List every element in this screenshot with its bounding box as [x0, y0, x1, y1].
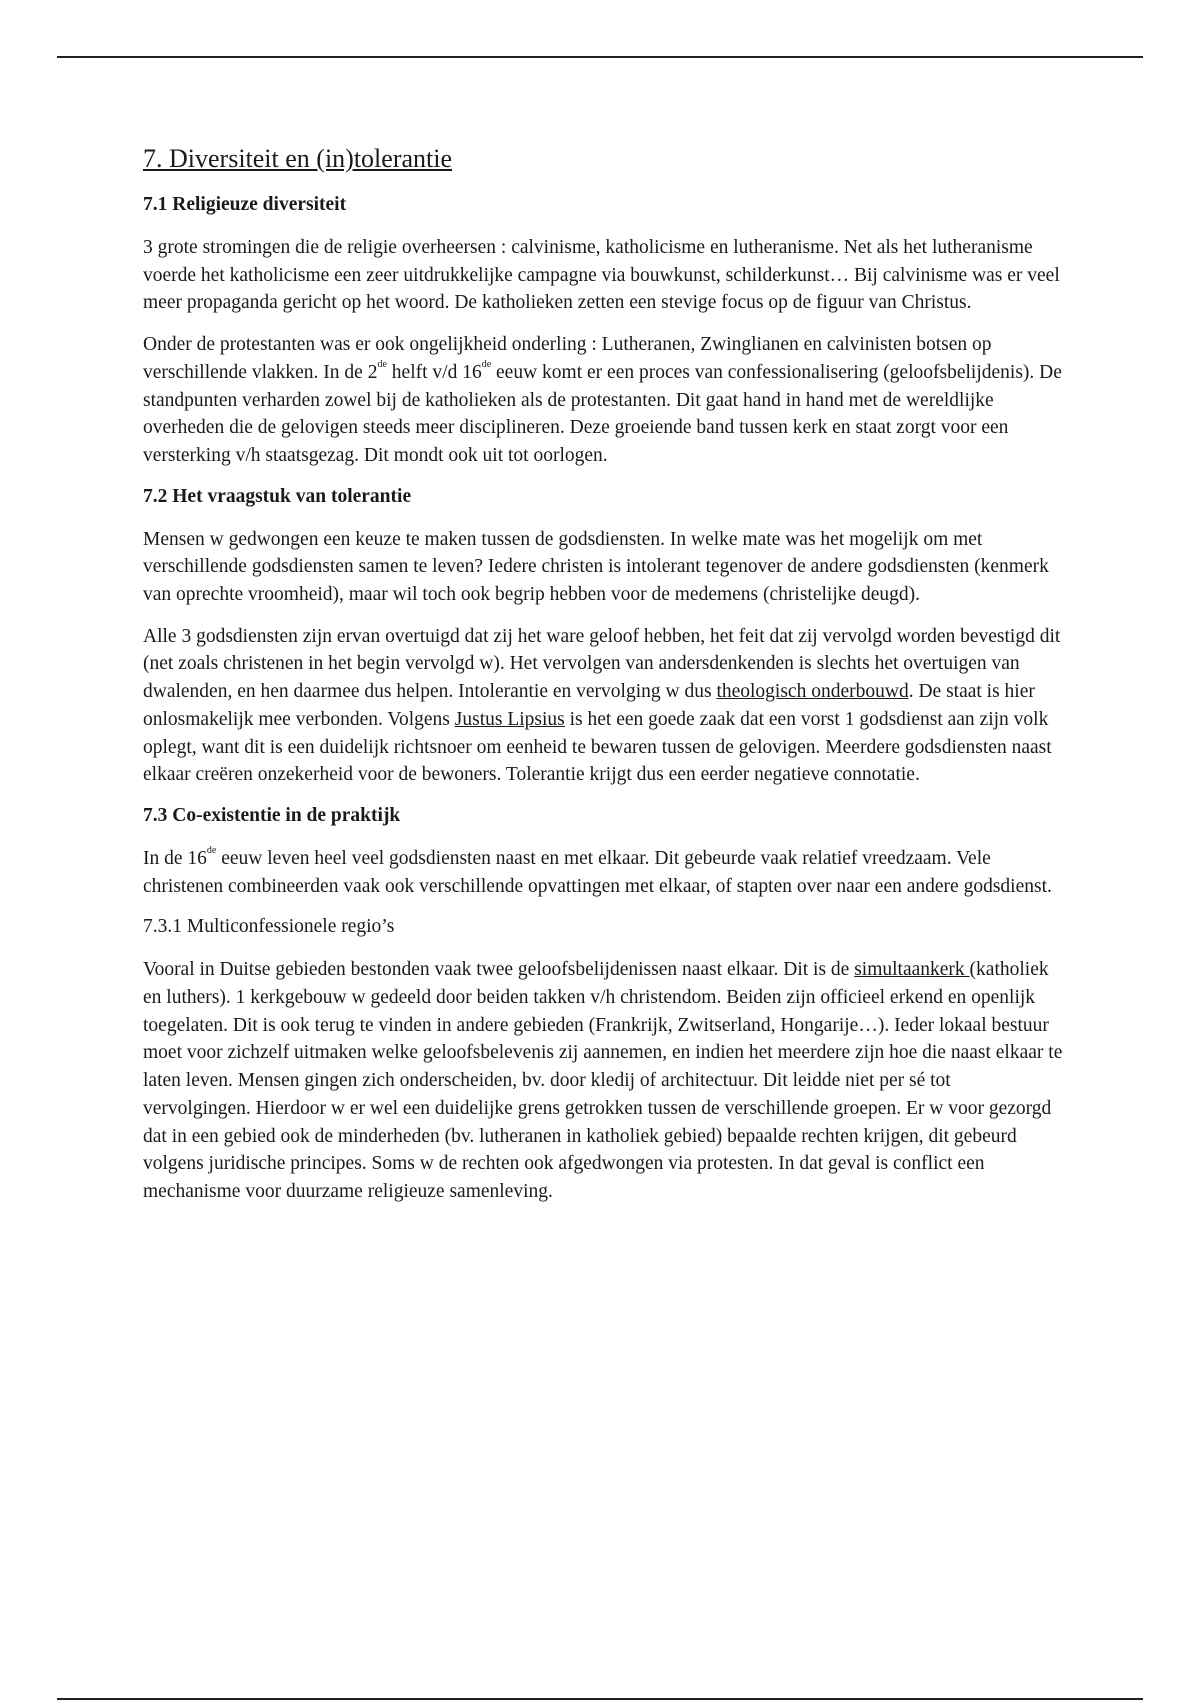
underlined-term: theologisch onderbouwd [716, 681, 909, 703]
underlined-term: Justus Lipsius [454, 708, 565, 730]
underlined-term: simultaankerk [854, 959, 970, 981]
paragraph: 3 grote stromingen die de religie overheersen : calvinisme, katholicisme en lutheranisme. Net als het lutheranisme voerde het katholicisme een zeer uitdrukkelijke campagne via bouwkunst, schilderkunst… Bij calvinisme was er veel meer propaganda gericht op het woord. De katholieken zetten een stevige focus op de figuur van Christus. [143, 237, 1060, 314]
section-heading-7-2: 7.2 Het vraagstuk van tolerantie [143, 485, 412, 507]
paragraph: Onder de protestanten was er ook ongelijkheid onderling : Lutheranen, Zwinglianen en calvinisten botsen op verschillende vlakken. In de 2de helft v/d 16de eeuw komt er een proces van confessionalisering (geloofsbelijdenis). De standpunten verharden zowel bij de katholieken als de protestanten. Dit gaat hand in hand met de wereldlijke overheden die de gelovigen steeds meer disciplineren. Deze groeiende band tussen kerk en staat zorgt voor een versterking v/h staatsgezag. Dit mondt ook uit tot oorlogen. [143, 334, 1062, 466]
document-body [143, 142, 1063, 1220]
section-heading-7-1: 7.1 Religieuze diversiteit [143, 194, 347, 215]
subsection-heading-7-3-1: 7.3.1 Multiconfessionele regio’s [143, 916, 395, 938]
paragraph: Alle 3 godsdiensten zijn ervan overtuigd dat zij het ware geloof hebben, het feit dat zij vervolgd worden bevestigd dit (net zoals christenen in het begin vervolgd w). Het vervolgen van andersdenkenden is slechts het overtuigen van dwalenden, en hen daarmee dus helpen. Intolerantie en vervolging w dus theologisch onderbouwd. De staat is hier onlosmakelijk mee verbonden. Volgens Justus Lipsius is het een goede zaak dat een vorst 1 godsdienst aan zijn volk oplegt, want dit is een duidelijk richtsnoer om eenheid te bewaren tussen de gelovigen. Meerdere godsdiensten naast elkaar creëren onzekerheid voor de bewoners. Tolerantie krijgt dus een eerder negatieve connotatie. [143, 625, 1061, 786]
section-heading-7-3: 7.3 Co-existentie in de praktijk [143, 804, 401, 826]
paragraph: In de 16de eeuw leven heel veel godsdiensten naast en met elkaar. Dit gebeurde vaak relatief vreedzaam. Vele christenen combineerden vaak ook verschillende opvattingen met elkaar, of stapten over naar een andere godsdienst. [143, 844, 1052, 897]
paragraph: Vooral in Duitse gebieden bestonden vaak twee geloofsbelijdenissen naast elkaar. Dit is de simultaankerk (katholiek en luthers). 1 kerkgebouw w gedeeld door beiden takken v/h christendom. Beiden zijn officieel erkend en openlijk toegelaten. Dit is ook terug te vinden in andere gebieden (Frankrijk, Zwitserland, Hongarije…). Ieder lokaal bestuur moet voor zichzelf uitmaken welke geloofsbelevenis zij aannemen, en indien het meerdere zijn hoe die naast elkaar te laten leven. Mensen gingen zich onderscheiden, bv. door kledij of architectuur. Dit leidde niet per sé tot vervolgingen. Hierdoor w er wel een duidelijke grens getrokken tussen de verschillende groepen. Er w voor gezorgd dat in een gebied ook de minderheden (bv. lutheranen in katholiek gebied) bepaalde rechten krijgen, dit gebeurd volgens juridische principes. Soms w de rechten ook afgedwongen via protesten. In dat geval is conflict een mechanisme voor duurzame religieuze samenleving. [143, 959, 1063, 1202]
paragraph: Mensen w gedwongen een keuze te maken tussen de godsdiensten. In welke mate was het mogelijk om met verschillende godsdiensten samen te leven? Iedere christen is intolerant tegenover de andere godsdiensten (kenmerk van oprechte vroomheid), maar wil toch ook begrip hebben voor de medemens (christelijke deugd). [143, 528, 1049, 606]
chapter-title: 7. Diversiteit en (in)tolerantie [143, 144, 453, 173]
header-rule [57, 56, 1143, 58]
